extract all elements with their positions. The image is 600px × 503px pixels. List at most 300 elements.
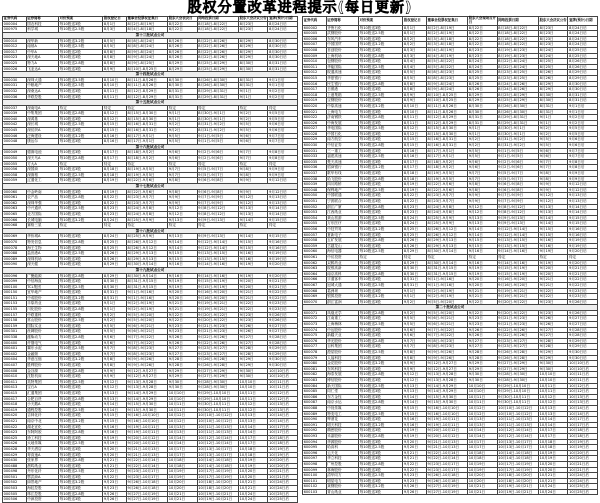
table-cell: 中纺投资 bbox=[326, 254, 358, 260]
table-cell: 9月14日 bbox=[168, 239, 198, 245]
table-cell: 8月11日 bbox=[103, 94, 127, 100]
table-cell: 9月2日-9月19日 bbox=[426, 288, 467, 294]
table-cell: 深国商 bbox=[26, 167, 58, 173]
table-cell: 每10股送3股 bbox=[359, 260, 403, 266]
table-cell: 9月12日 bbox=[538, 199, 568, 205]
table-cell: 9月14日 bbox=[403, 400, 427, 406]
table-cell: 9月19日-9月21日 bbox=[197, 301, 238, 307]
table-cell: 9月8日后 bbox=[568, 159, 598, 165]
table-cell: 9月2日-9月19日 bbox=[426, 294, 467, 300]
table-cell: 9月22日 bbox=[238, 307, 268, 313]
table-cell: 每10股送2.8股 bbox=[59, 458, 103, 464]
table-cell: 000410 bbox=[3, 374, 27, 380]
table-cell: 600095 bbox=[303, 445, 327, 451]
table-cell: 10月21日后 bbox=[268, 474, 298, 480]
table-cell: 000415 bbox=[3, 390, 27, 396]
table-cell: 9月8日 bbox=[468, 187, 498, 193]
table-cell: 8月9日 bbox=[403, 98, 427, 104]
table-cell: 600022 bbox=[303, 115, 327, 121]
table-cell: 600033 bbox=[303, 154, 327, 160]
table-cell: 每10股送3股 bbox=[59, 88, 103, 94]
table-cell: 9月1日-9月5日 bbox=[197, 139, 238, 145]
table-cell: 9月26日-9月28日 bbox=[197, 357, 238, 363]
table-cell: 每10股送2.5股 bbox=[359, 350, 403, 356]
table-cell: 10月11日后 bbox=[268, 385, 298, 391]
table-cell: 600092 bbox=[303, 428, 327, 434]
table-cell: 9月23日 bbox=[238, 312, 268, 318]
table-cell: 8月24日后 bbox=[268, 27, 298, 33]
table-cell: 9月20日 bbox=[468, 282, 498, 288]
table-cell: 9月8日后 bbox=[268, 156, 298, 162]
table-cell: 8月4日-8月18日 bbox=[126, 27, 167, 33]
table-cell: 8月24日 bbox=[538, 47, 568, 53]
table-cell: 8月1日 bbox=[103, 21, 127, 27]
table-cell: 待定 bbox=[426, 254, 467, 260]
table-cell: 深天马A bbox=[26, 156, 58, 162]
table-cell: 600036 bbox=[303, 165, 327, 171]
table-cell: 000157 bbox=[3, 312, 27, 318]
table-cell: 宜华地产 bbox=[26, 290, 58, 296]
table-cell: 8月16日 bbox=[103, 133, 127, 139]
table-cell: 海泰发展 bbox=[326, 372, 358, 378]
table-cell: 每10股送3股 bbox=[359, 417, 403, 423]
table-cell: 9月6日 bbox=[403, 333, 427, 339]
table-cell: 9月8日后 bbox=[568, 165, 598, 171]
table-cell: 特变电工 bbox=[326, 411, 358, 417]
table-cell: 每10股送2.5股 bbox=[359, 64, 403, 70]
table-cell: 8月25日-8月29日 bbox=[197, 66, 238, 72]
table-cell: 600059 bbox=[303, 243, 327, 249]
table-cell: 9月9日-9月26日 bbox=[126, 357, 167, 363]
table-cell: 9月20日-10月12日 bbox=[126, 435, 167, 441]
table-cell: 8月23日-9月7日 bbox=[126, 195, 167, 201]
table-cell: 8月25日 bbox=[538, 59, 568, 65]
table-cell: 保利地产 bbox=[326, 187, 358, 193]
table-cell: 9月14日-9月29日 bbox=[426, 383, 467, 389]
table-cell: 8月31日-9月15日 bbox=[126, 284, 167, 290]
table-cell: 9月9日 bbox=[238, 178, 268, 184]
table-cell: 8月24日 bbox=[468, 59, 498, 65]
table-cell: 每10股送3股 bbox=[359, 36, 403, 42]
table-cell: 每10股送2.8股 bbox=[359, 338, 403, 344]
table-cell: 9月7日 bbox=[168, 172, 198, 178]
table-cell: 9月7日 bbox=[468, 171, 498, 177]
table-cell: 9月21日后 bbox=[268, 279, 298, 285]
table-cell: 8月17日 bbox=[103, 150, 127, 156]
table-cell: 万东医疗 bbox=[326, 221, 358, 227]
table-cell: 9月7日 bbox=[238, 150, 268, 156]
table-cell: 9月2日 bbox=[403, 310, 427, 316]
table-cell: 9月9日 bbox=[468, 193, 498, 199]
table-cell: 8月24日-9月8日 bbox=[126, 211, 167, 217]
table-cell: 华光股份 bbox=[326, 338, 358, 344]
table-cell: 8月26日-9月12日 bbox=[426, 232, 467, 238]
table-cell: 每10股送3.5股 bbox=[59, 77, 103, 83]
table-cell: 8月30日 bbox=[468, 109, 498, 115]
table-cell: 9月15日后 bbox=[268, 217, 298, 223]
table-cell: 10月11日 bbox=[538, 383, 568, 389]
table-cell: 浙江广厦 bbox=[326, 204, 358, 210]
table-cell: 中视传媒 bbox=[326, 405, 358, 411]
table-cell: 8月26日-9月12日 bbox=[426, 226, 467, 232]
table-cell: 9月26日 bbox=[538, 316, 568, 322]
table-cell: 8月18日 bbox=[403, 171, 427, 177]
table-cell: 8月30日 bbox=[468, 103, 498, 109]
table-cell: 9月20日后 bbox=[268, 262, 298, 268]
table-cell: 10月24日后 bbox=[268, 480, 298, 486]
table-cell: 8月17日-9月1日 bbox=[126, 139, 167, 145]
table-cell: 9月6日-9月8日 bbox=[197, 189, 238, 195]
table-cell: 8月29日-9月13日 bbox=[426, 238, 467, 244]
table-cell: 9月16日-10月10日 bbox=[426, 405, 467, 411]
table-cell: 000040 bbox=[3, 116, 27, 122]
table-cell: 000413 bbox=[3, 385, 27, 391]
table-cell: 每10股送3.2股 bbox=[59, 133, 103, 139]
table-cell: 8月26日-9月12日 bbox=[126, 245, 167, 251]
table-cell: 9月9日后 bbox=[268, 167, 298, 173]
table-cell: 大地传媒 bbox=[26, 441, 58, 447]
table-cell: 8月26日-9月12日 bbox=[126, 239, 167, 245]
table-cell: 10月17日-10月19日 bbox=[497, 461, 538, 467]
table-cell: 丰原药业 bbox=[26, 301, 58, 307]
table-cell: 600007 bbox=[303, 42, 327, 48]
table-cell: 中原高速 bbox=[326, 103, 358, 109]
table-cell: 每10股送2.5股 bbox=[359, 126, 403, 132]
table-cell: 600077 bbox=[303, 344, 327, 350]
table-cell: 9月29日-10月10日 bbox=[497, 383, 538, 389]
table-cell: 金谷源 bbox=[26, 368, 58, 374]
table-cell: 10月11日 bbox=[238, 390, 268, 396]
table-cell: 8月22日 bbox=[468, 36, 498, 42]
table-cell: 000429 bbox=[3, 452, 27, 458]
table-cell: 武钢股份 bbox=[326, 31, 358, 37]
table-cell: 10月18日 bbox=[538, 445, 568, 451]
table-cell: 待定 bbox=[103, 223, 127, 229]
table-cell: 9月20日-10月12日 bbox=[426, 433, 467, 439]
table-cell: 9月30日后 bbox=[568, 355, 598, 361]
table-cell: 9月21日-10月13日 bbox=[126, 446, 167, 452]
table-cell: 9月22日后 bbox=[568, 282, 598, 288]
table-cell: 每10股送2.8股 bbox=[359, 238, 403, 244]
table-cell: 9月28日-9月30日 bbox=[497, 378, 538, 384]
table-cell: 9月27日-10月19日 bbox=[426, 484, 467, 490]
table-cell: 9月16日-9月20日 bbox=[497, 277, 538, 283]
table-cell: 9月16日 bbox=[168, 262, 198, 268]
table-cell: 8月29日 bbox=[238, 44, 268, 50]
table-cell: 9月28日 bbox=[168, 363, 198, 369]
table-cell: 8月8日 bbox=[103, 55, 127, 61]
table-cell: 9月23日后 bbox=[268, 301, 298, 307]
table-cell: 9月30日 bbox=[238, 374, 268, 380]
table-cell: 莱钢股份 bbox=[326, 484, 358, 490]
table-cell: 每10股送2.8股 bbox=[359, 433, 403, 439]
table-cell: 8月22日 bbox=[403, 199, 427, 205]
table-cell: 每10股送3股 bbox=[359, 266, 403, 272]
table-cell: 000422 bbox=[3, 424, 27, 430]
table-cell: 9月27日 bbox=[468, 344, 498, 350]
table-cell: 10月10日-10月12日 bbox=[197, 413, 238, 419]
table-cell: 通程控股 bbox=[26, 407, 58, 413]
table-cell: 哈飞股份 bbox=[326, 176, 358, 182]
table-cell: 600056 bbox=[303, 226, 327, 232]
table-cell: 浙江富润 bbox=[326, 299, 358, 305]
table-cell: 8月5日 bbox=[403, 70, 427, 76]
table-cell: 9月26日 bbox=[238, 323, 268, 329]
table-cell: 每10股送3股 bbox=[59, 139, 103, 145]
table-cell: 10月13日 bbox=[538, 411, 568, 417]
table-cell: 沈阳机床 bbox=[26, 374, 58, 380]
table-cell: 8月18日-8月22日 bbox=[497, 42, 538, 48]
table-cell: 10月12日 bbox=[468, 405, 498, 411]
table-cell: 9月13日 bbox=[468, 221, 498, 227]
table-cell: 9月19日 bbox=[468, 266, 498, 272]
table-cell: 10月14日-10月18日 bbox=[497, 450, 538, 456]
table-cell: 9月22日后 bbox=[268, 295, 298, 301]
table-cell: 10月24日 bbox=[238, 491, 268, 497]
table-cell: 9月16日 bbox=[403, 422, 427, 428]
table-cell: 9月28日-9月30日 bbox=[497, 372, 538, 378]
table-cell: 8月24日 bbox=[403, 221, 427, 227]
table-cell: 8月25日后 bbox=[568, 53, 598, 59]
table-cell: 10月24日后 bbox=[268, 486, 298, 492]
table-cell: 9月7日后 bbox=[268, 139, 298, 145]
table-cell: 9月29日后 bbox=[268, 346, 298, 352]
table-cell: 8月16日-8月31日 bbox=[426, 143, 467, 149]
table-cell: 10月19日后 bbox=[268, 446, 298, 452]
table-cell: 9月22日后 bbox=[268, 290, 298, 296]
table-cell: 9月5日后 bbox=[568, 131, 598, 137]
table-cell: 中国联通 bbox=[326, 193, 358, 199]
table-cell: 9月15日 bbox=[538, 232, 568, 238]
table-cell: 8月1日 bbox=[403, 25, 427, 31]
table-cell: 10月11日-10月13日 bbox=[197, 430, 238, 436]
table-cell: 8月23日-9月7日 bbox=[126, 200, 167, 206]
table-cell: 10月18日 bbox=[468, 450, 498, 456]
table-cell: 10月17日后 bbox=[568, 417, 598, 423]
table-cell: 8月9日 bbox=[103, 66, 127, 72]
table-cell: 9月14日后 bbox=[568, 204, 598, 210]
table-cell: 8月25日-9月9日 bbox=[126, 234, 167, 240]
table-cell: 9月22日-10月14日 bbox=[126, 458, 167, 464]
table-cell: 10月24日 bbox=[538, 484, 568, 490]
table-cell: 9月16日 bbox=[168, 273, 198, 279]
table-cell: 金融街 bbox=[26, 351, 58, 357]
table-cell: 10月12日-10月14日 bbox=[197, 435, 238, 441]
table-cell: 9月13日-9月15日 bbox=[197, 251, 238, 257]
table-cell: 600063 bbox=[303, 266, 327, 272]
table-cell: 9月15日-9月19日 bbox=[197, 284, 238, 290]
table-cell: 8月17日 bbox=[403, 159, 427, 165]
table-cell: 600058 bbox=[303, 238, 327, 244]
table-cell: 9月15日后 bbox=[568, 215, 598, 221]
column-header: 证券简称 bbox=[26, 17, 58, 22]
table-cell: 9月9日 bbox=[538, 182, 568, 188]
table-cell: 10月21日 bbox=[168, 497, 198, 503]
table-cell: 10月20日 bbox=[468, 473, 498, 479]
table-cell: 每10股送2.8股 bbox=[359, 143, 403, 149]
table-cell: 600008 bbox=[303, 47, 327, 53]
table-cell: 8月16日-8月31日 bbox=[126, 128, 167, 134]
table-cell: 9月27日后 bbox=[568, 316, 598, 322]
table-cell: 晨鸣纸业 bbox=[26, 463, 58, 469]
table-cell: 8月8日 bbox=[103, 49, 127, 55]
table-cell: 深圳华强 bbox=[26, 200, 58, 206]
table-cell: 国际实业 bbox=[26, 323, 58, 329]
table-cell: 9月19日 bbox=[238, 262, 268, 268]
table-cell: 000975 bbox=[3, 27, 27, 33]
left-column bbox=[2, 16, 298, 502]
table-cell: 每10股送3股 bbox=[359, 316, 403, 322]
table-cell: 9月2日 bbox=[403, 299, 427, 305]
table-cell: 9月8日-9月12日 bbox=[197, 206, 238, 212]
table-cell: 10月13日 bbox=[168, 430, 198, 436]
table-cell: 8月23日-8月25日 bbox=[497, 75, 538, 81]
table-cell: 9月8日 bbox=[403, 350, 427, 356]
table-cell: 000078 bbox=[3, 245, 27, 251]
table-cell: 博信股份 bbox=[326, 378, 358, 384]
table-cell: 9月7日 bbox=[238, 156, 268, 162]
table-cell: 9月29日 bbox=[468, 366, 498, 372]
table-cell: 9月27日-9月29日 bbox=[197, 374, 238, 380]
table-cell: 10月20日后 bbox=[568, 456, 598, 462]
table-cell: 8月11日 bbox=[403, 115, 427, 121]
table-cell: 9月16日 bbox=[538, 238, 568, 244]
table-cell: 8月26日后 bbox=[568, 59, 598, 65]
table-cell: 每10股送3股 bbox=[59, 55, 103, 61]
table-cell: 10月13日-10月17日 bbox=[497, 439, 538, 445]
table-cell: 10月17日 bbox=[238, 435, 268, 441]
table-cell: 9月7日 bbox=[538, 165, 568, 171]
table-cell: 10月13日-10月17日 bbox=[197, 452, 238, 458]
table-cell: 9月5日-9月20日 bbox=[126, 312, 167, 318]
table-cell: 每10股送3股 bbox=[359, 137, 403, 143]
table-cell: 9月28日 bbox=[238, 351, 268, 357]
table-cell: 10月13日后 bbox=[568, 400, 598, 406]
table-cell: 10月13日 bbox=[468, 422, 498, 428]
table-cell: 000049 bbox=[3, 150, 27, 156]
table-cell: 9月23日-9月27日 bbox=[497, 344, 538, 350]
table-cell: 000061 bbox=[3, 195, 27, 201]
table-cell: 8月29日 bbox=[238, 55, 268, 61]
table-cell: 9月8日-9月23日 bbox=[426, 338, 467, 344]
table-cell: 10月17日 bbox=[468, 445, 498, 451]
table-cell: 每10股送3股 bbox=[359, 489, 403, 495]
table-cell: 9月20日 bbox=[168, 290, 198, 296]
table-cell: 每10股送2.8股 bbox=[359, 400, 403, 406]
table-cell: 8月22日-8月26日 bbox=[197, 55, 238, 61]
table-cell: 9月23日后 bbox=[268, 307, 298, 313]
table-cell: 8月5日 bbox=[403, 75, 427, 81]
table-cell: 青山纸业 bbox=[326, 489, 358, 495]
table-cell: 9月15日 bbox=[103, 418, 127, 424]
table-cell: 10月14日 bbox=[168, 441, 198, 447]
table-cell: 8月24日后 bbox=[268, 21, 298, 27]
table-cell: 10月10日 bbox=[468, 383, 498, 389]
table-cell: 600097 bbox=[303, 456, 327, 462]
table-cell: 9月7日-9月22日 bbox=[426, 327, 467, 333]
table-cell: 每10股送2.5股 bbox=[359, 411, 403, 417]
table-cell: 8月29日-9月13日 bbox=[126, 251, 167, 257]
table-cell: 每10股送3股 bbox=[359, 59, 403, 65]
table-cell: 000423 bbox=[3, 430, 27, 436]
table-cell: 9月9日-9月13日 bbox=[197, 217, 238, 223]
table-cell: 9月13日 bbox=[403, 383, 427, 389]
table-cell: 8月3日-8月18日 bbox=[426, 36, 467, 42]
table-cell: 8月29日-8月31日 bbox=[197, 88, 238, 94]
table-cell: 9月16日 bbox=[238, 256, 268, 262]
table-cell: 9月30日 bbox=[238, 368, 268, 374]
table-cell: 9月19日 bbox=[168, 284, 198, 290]
table-cell: 10月18日 bbox=[168, 458, 198, 464]
table-cell: 10月12日后 bbox=[268, 396, 298, 402]
table-cell: 深天地A bbox=[26, 55, 58, 61]
table-cell: 9月22日 bbox=[103, 474, 127, 480]
table-cell: 五矿发展 bbox=[326, 238, 358, 244]
table-cell: 8月25日-8月29日 bbox=[497, 92, 538, 98]
table-cell: 9月23日 bbox=[403, 473, 427, 479]
table-cell: 每10股送3股 bbox=[59, 363, 103, 369]
table-cell: 吉林化纤 bbox=[26, 413, 58, 419]
table-cell: 8月22日 bbox=[168, 27, 198, 33]
table-cell: 8月30日 bbox=[238, 60, 268, 66]
table-cell: 9月12日后 bbox=[268, 189, 298, 195]
table-cell: 9月7日-9月9日 bbox=[197, 200, 238, 206]
table-cell: 每10股送2.8股 bbox=[59, 430, 103, 436]
table-cell: 9月30日-10月11日 bbox=[497, 394, 538, 400]
table-cell: 10月11日后 bbox=[568, 372, 598, 378]
table-cell: 盐田港A bbox=[26, 251, 58, 257]
table-cell: 9月26日-9月28日 bbox=[497, 355, 538, 361]
table-cell: 东风汽车 bbox=[326, 36, 358, 42]
table-cell: 东风科技 bbox=[326, 366, 358, 372]
table-cell: 深天健 bbox=[26, 262, 58, 268]
table-cell: 9月1日-9月16日 bbox=[426, 277, 467, 283]
table-cell: 南京水运 bbox=[326, 400, 358, 406]
table-cell: 8月3日 bbox=[403, 47, 427, 53]
table-cell: 10月21日 bbox=[538, 478, 568, 484]
table-cell: 8月5日-8月22日 bbox=[426, 64, 467, 70]
table-cell: 10月12日 bbox=[238, 402, 268, 408]
table-cell: 9月27日-10月19日 bbox=[426, 489, 467, 495]
table-cell: 9月16日 bbox=[538, 243, 568, 249]
table-cell: 10月13日 bbox=[468, 417, 498, 423]
table-cell: 每10股送2.5股 bbox=[59, 379, 103, 385]
table-cell: 600079 bbox=[303, 355, 327, 361]
table-cell: 10月18日后 bbox=[568, 433, 598, 439]
table-cell: 9月28日 bbox=[538, 338, 568, 344]
table-cell: 9月7日 bbox=[468, 176, 498, 182]
table-cell: 9月22日-9月26日 bbox=[497, 327, 538, 333]
table-cell: 600069 bbox=[303, 294, 327, 300]
table-cell: 9月21日 bbox=[403, 450, 427, 456]
table-cell: 9月1日-9月5日 bbox=[497, 148, 538, 154]
table-cell: 000026 bbox=[3, 66, 27, 72]
table-cell: 8月31日 bbox=[238, 77, 268, 83]
table-cell: 每10股送3股 bbox=[59, 497, 103, 503]
table-cell: 9月13日后 bbox=[268, 200, 298, 206]
table-cell: 10月21日后 bbox=[568, 461, 598, 467]
table-cell: 9月29日 bbox=[238, 357, 268, 363]
table-cell: 华联控股 bbox=[26, 94, 58, 100]
table-cell: 600006 bbox=[303, 36, 327, 42]
table-cell: 600070 bbox=[303, 299, 327, 305]
table-cell: 歌华有线 bbox=[326, 171, 358, 177]
table-cell: 9月5日 bbox=[403, 322, 427, 328]
table-cell: 特力A bbox=[26, 60, 58, 66]
table-cell: 10月14日 bbox=[238, 430, 268, 436]
table-cell: 10月12日 bbox=[538, 394, 568, 400]
table-cell: 人福科技 bbox=[326, 355, 358, 361]
